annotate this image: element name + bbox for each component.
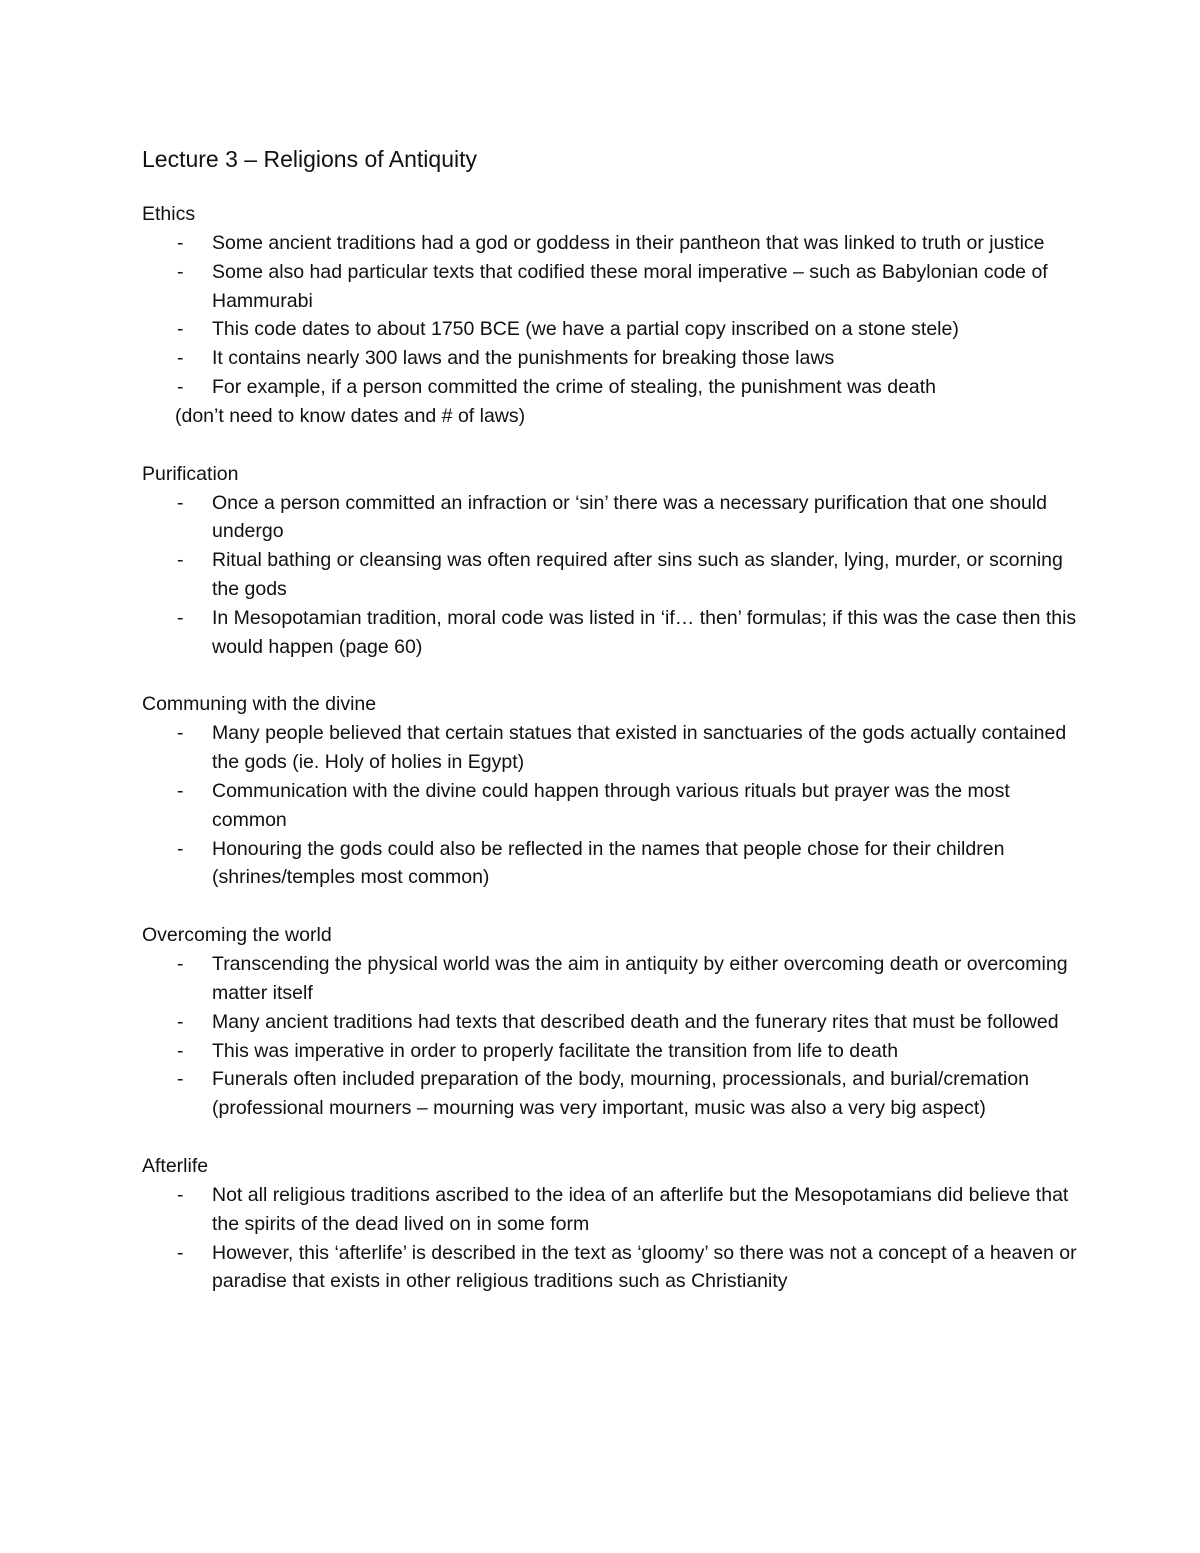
bullet-dash: - <box>177 232 184 254</box>
list-item-text: Some also had particular texts that codified these moral imperative – such as Babylonian code of Hammurabi <box>212 260 1048 312</box>
section-heading: Overcoming the world <box>142 924 332 947</box>
list-item <box>142 1181 1082 1239</box>
list-item <box>142 1239 1082 1297</box>
list-item-text: This was imperative in order to properly facilitate the transition from life to death <box>212 1039 899 1062</box>
bullet-list <box>142 489 1082 662</box>
list-item-text: Not all religious traditions ascribed to the idea of an afterlife but the Mesopotamians did believe that the spirits of the dead lived on in some form <box>212 1183 1069 1235</box>
list-item <box>142 258 1082 316</box>
list-item-text: Transcending the physical world was the aim in antiquity by either overcoming death or overcoming matter itself <box>212 953 1068 1004</box>
list-item <box>142 315 1082 344</box>
bullet-dash: - <box>177 1241 184 1264</box>
list-item <box>142 719 1082 777</box>
section-ethics <box>142 200 1082 431</box>
bullet-dash: - <box>177 260 184 283</box>
bullet-list <box>142 950 1082 1123</box>
list-item <box>142 229 1082 258</box>
bullet-dash: - <box>177 318 184 341</box>
bullet-dash: - <box>177 1010 184 1033</box>
list-item-text: Some ancient traditions had a god or goddess in their pantheon that was linked to truth or justice <box>212 232 1045 254</box>
bullet-dash: - <box>177 1039 184 1062</box>
section-heading: Ethics <box>142 203 196 225</box>
bullet-dash: - <box>177 347 184 370</box>
section-afterlife <box>142 1152 1082 1296</box>
list-item <box>142 777 1082 835</box>
section-overcoming-the-world <box>142 921 1082 1123</box>
list-item-text: However, this ‘afterlife’ is described in the text as ‘gloomy’ so there was not a concept of a heaven or paradise that exists in other religious traditions such as Christianity <box>212 1241 1077 1293</box>
list-item <box>142 1037 1082 1066</box>
bullet-dash: - <box>177 1183 184 1206</box>
bullet-dash: - <box>177 549 184 572</box>
bullet-dash: - <box>177 1068 184 1091</box>
section-note: (don’t need to know dates and # of laws) <box>175 404 526 427</box>
list-item-text: For example, if a person committed the crime of stealing, the punishment was death <box>212 375 937 398</box>
list-item <box>142 1065 1082 1123</box>
bullet-dash: - <box>177 953 184 976</box>
list-item-text: In Mesopotamian tradition, moral code was listed in ‘if… then’ formulas; if this was the case then this would happen (page 60) <box>212 606 1077 658</box>
list-item-text: Once a person committed an infraction or ‘sin’ there was a necessary purification that one should undergo <box>212 491 1047 543</box>
bullet-dash: - <box>177 606 184 629</box>
list-item-text: Communication with the divine could happen through various rituals but prayer was the most common <box>212 779 1010 831</box>
list-item <box>142 489 1082 547</box>
list-item-text: It contains nearly 300 laws and the punishments for breaking those laws <box>212 347 835 370</box>
section-communing-with-the-divine <box>142 690 1082 892</box>
list-item <box>142 950 1082 1008</box>
list-item <box>142 1008 1082 1037</box>
section-heading: Communing with the divine <box>142 693 377 716</box>
bullet-list <box>142 1181 1082 1296</box>
bullet-dash: - <box>177 779 184 802</box>
bullet-list <box>142 719 1082 892</box>
document-page <box>142 142 1082 1325</box>
list-item-text: Ritual bathing or cleansing was often required after sins such as slander, lying, murder, or scorning the gods <box>212 549 1063 600</box>
list-item <box>142 546 1082 604</box>
page-title: Lecture 3 – Religions of Antiquity <box>142 146 477 172</box>
section-heading: Purification <box>142 462 239 485</box>
bullet-dash: - <box>177 837 184 860</box>
list-item <box>142 344 1082 373</box>
bullet-list <box>142 229 1082 402</box>
bullet-dash: - <box>177 375 184 398</box>
list-item-text: Many ancient traditions had texts that described death and the funerary rites that must be followed <box>212 1010 1059 1033</box>
list-item <box>142 835 1082 893</box>
section-purification <box>142 460 1082 662</box>
bullet-dash: - <box>177 722 184 745</box>
list-item-text: Honouring the gods could also be reflected in the names that people chose for their children (shrines/temples most common) <box>212 837 1005 889</box>
list-item-text: This code dates to about 1750 BCE (we have a partial copy inscribed on a stone stele) <box>212 318 959 341</box>
list-item <box>142 373 1082 402</box>
list-item-text: Funerals often included preparation of the body, mourning, processionals, and burial/cremation (professional mourners – mourning was very important, music was also a very big aspect) <box>212 1068 1029 1120</box>
section-heading: Afterlife <box>142 1154 209 1177</box>
list-item-text: Many people believed that certain statues that existed in sanctuaries of the gods actually contained the gods (ie. Holy of holies in Egypt) <box>212 722 1067 774</box>
list-item <box>142 604 1082 662</box>
bullet-dash: - <box>177 491 184 514</box>
